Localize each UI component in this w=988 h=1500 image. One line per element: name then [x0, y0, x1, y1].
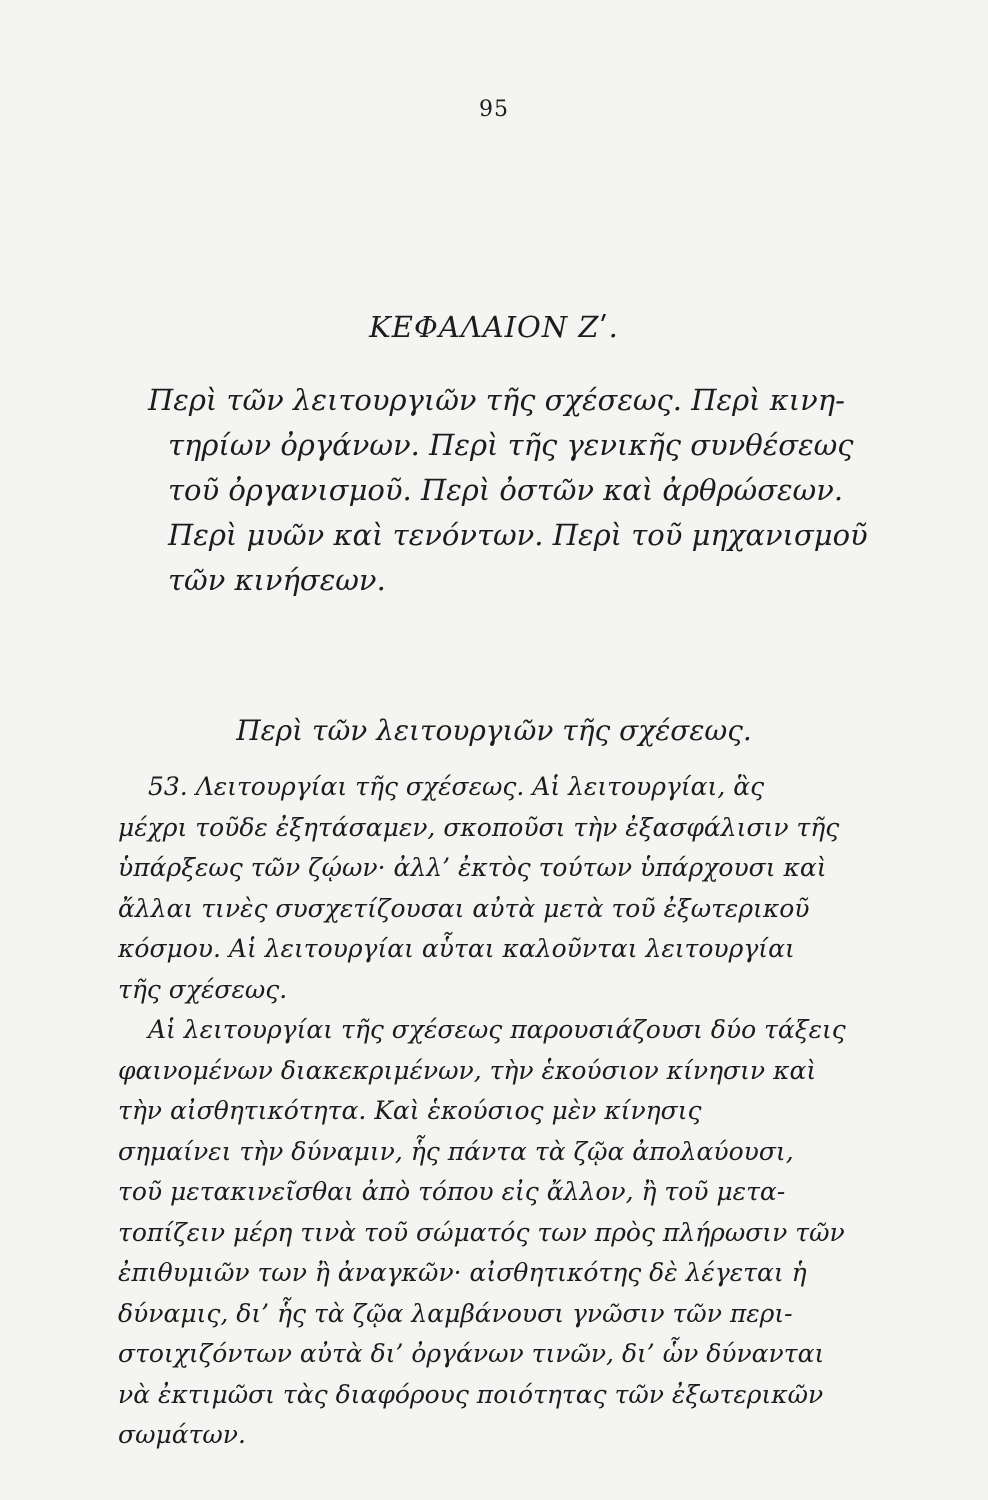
chapter-summary — [148, 378, 868, 603]
body-line: τοῦ μετακινεῖσθαι ἀπὸ τόπου εἰς ἄλλον, ἢ τοῦ μετα- — [118, 1177, 786, 1206]
body-line: δύναμις, δι’ ἧς τὰ ζῷα λαμβάνουσι γνῶσιν τῶν περι- — [118, 1298, 793, 1328]
body-line: τὴν αἰσθητικότητα. Καὶ ἑκούσιος μὲν κίνησις — [118, 1096, 702, 1125]
section-heading: Περὶ τῶν λειτουργιῶν τῆς σχέσεως. — [236, 714, 752, 747]
body-line: ἄλλαι τινὲς συσχετίζουσαι αὐτὰ μετὰ τοῦ ἐξωτερικοῦ — [118, 893, 810, 923]
summary-line: τῶν κινήσεων. — [168, 563, 386, 597]
body-line: φαινομένων διακεκριμένων, τὴν ἑκούσιον κίνησιν καὶ — [118, 1055, 817, 1085]
body-line: κόσμου. Αἱ λειτουργίαι αὗται καλοῦνται λειτουργίαι — [118, 934, 795, 963]
page-number: 95 — [479, 97, 509, 122]
body-line: στοιχιζόντων αὐτὰ δι’ ὀργάνων τινῶν, δι’ ὧν δύνανται — [118, 1339, 825, 1368]
summary-line: τηρίων ὀργάνων. Περὶ τῆς γενικῆς συνθέσεως — [168, 428, 854, 462]
body-line: ἐπιθυμιῶν των ἢ ἀναγκῶν· αἰσθητικότης δὲ λέγεται ἡ — [118, 1258, 807, 1287]
chapter-title: ΚΕΦΑΛΑΙΟΝ Ζʹ. — [369, 310, 619, 344]
summary-line: Περὶ μυῶν καὶ τενόντων. Περὶ τοῦ μηχανισμοῦ — [168, 518, 868, 552]
body-text — [118, 767, 858, 1456]
summary-line: τοῦ ὀργανισμοῦ. Περὶ ὀστῶν καὶ ἀρθρώσεων. — [168, 473, 844, 507]
body-line: Αἱ λειτουργίαι τῆς σχέσεως παρουσιάζουσι δύο τάξεις — [148, 1015, 846, 1044]
body-line: 53. Λειτουργίαι τῆς σχέσεως. Αἱ λειτουργίαι, ἃς — [148, 772, 765, 801]
summary-line: Περὶ τῶν λειτουργιῶν τῆς σχέσεως. Περὶ κινη- — [148, 383, 845, 417]
body-line: σωμάτων. — [118, 1420, 246, 1449]
body-line: μέχρι τοῦδε ἐξητάσαμεν, σκοποῦσι τὴν ἐξασφάλισιν τῆς — [118, 812, 840, 842]
body-line: τῆς σχέσεως. — [118, 974, 288, 1004]
body-line: ὑπάρξεως τῶν ζῴων· ἀλλ’ ἐκτὸς τούτων ὑπάρχουσι καὶ — [118, 853, 827, 882]
body-line: σημαίνει τὴν δύναμιν, ἧς πάντα τὰ ζῷα ἀπολαύουσι, — [118, 1136, 794, 1166]
body-line: νὰ ἐκτιμῶσι τὰς διαφόρους ποιότητας τῶν ἐξωτερικῶν — [118, 1379, 824, 1409]
body-line: τοπίζειν μέρη τινὰ τοῦ σώματός των πρὸς πλήρωσιν τῶν — [118, 1217, 845, 1247]
